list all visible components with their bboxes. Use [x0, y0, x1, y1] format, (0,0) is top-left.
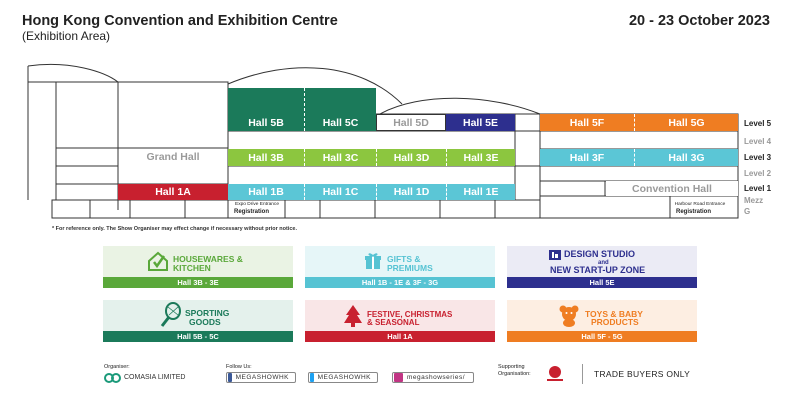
- expo-drive-entrance-label: Expo Drive Entrance: [235, 202, 279, 207]
- hall-1d[interactable]: Hall 1D: [376, 184, 446, 200]
- footer-divider: [582, 364, 583, 384]
- comasia-logo-icon: [104, 373, 122, 383]
- category-toys[interactable]: [507, 300, 697, 342]
- harbour-road-entrance-label: Harbour Road Entrance: [674, 202, 726, 207]
- category-halls: Hall 5E: [507, 277, 697, 288]
- category-name-line1: HOUSEWARES &: [173, 254, 243, 264]
- category-name-line2: GOODS: [189, 317, 221, 327]
- event-date: 20 - 23 October 2023: [628, 13, 770, 29]
- tennis-racket-icon: [159, 302, 183, 328]
- supporting-label-2: Organisation:: [498, 371, 531, 377]
- level-5-label: Level 5: [744, 119, 772, 128]
- category-name-line2: KITCHEN: [173, 263, 211, 273]
- category-name-line1: FESTIVE, CHRISTMAS: [367, 310, 453, 319]
- category-name-line2: & SEASONAL: [367, 318, 420, 327]
- category-name-line2: PRODUCTS: [591, 317, 639, 327]
- trade-buyers-only: TRADE BUYERS ONLY: [594, 369, 691, 379]
- level-3-label: Level 3: [744, 153, 772, 162]
- mezz-label: Mezz: [744, 196, 764, 205]
- hall-1e[interactable]: Hall 1E: [446, 184, 515, 200]
- category-halls: Hall 1A: [305, 331, 495, 342]
- hall-5d[interactable]: Hall 5D: [376, 114, 446, 131]
- facebook-link[interactable]: [226, 372, 296, 383]
- twitter-icon: [310, 373, 314, 382]
- hktdc-logo-icon: [544, 364, 566, 382]
- category-halls: Hall 5B - 5C: [103, 331, 293, 342]
- teddy-bear-icon: [557, 303, 581, 327]
- category-name-mid: and: [598, 260, 609, 266]
- supporting-label: Supporting: [498, 364, 525, 370]
- hall-3f[interactable]: Hall 3F: [540, 149, 634, 166]
- category-halls: Hall 3B - 3E: [103, 277, 293, 288]
- category-name-line2: PREMIUMS: [387, 263, 433, 273]
- level-1-label: Level 1: [744, 184, 772, 193]
- category-name-line1: TOYS & BABY: [585, 309, 643, 319]
- twitter-link[interactable]: [308, 372, 378, 383]
- hall-3g[interactable]: Hall 3G: [634, 149, 738, 166]
- category-name-line1: SPORTING: [185, 308, 230, 318]
- hall-5b[interactable]: Hall 5B: [228, 88, 304, 131]
- design-studio-logo-icon: [549, 250, 561, 260]
- linkedin-icon: [394, 373, 403, 382]
- organiser-name: COMASIA LIMITED: [124, 374, 186, 381]
- twitter-handle: MEGASHOWHK: [317, 374, 371, 381]
- hall-3c[interactable]: Hall 3C: [304, 149, 376, 166]
- category-halls: Hall 5F - 5G: [507, 331, 697, 342]
- category-name-line1: GIFTS &: [387, 254, 421, 264]
- venue-subtitle: (Exhibition Area): [22, 29, 111, 43]
- category-design-studio[interactable]: [507, 246, 697, 288]
- hall-5g[interactable]: Hall 5G: [634, 114, 738, 131]
- category-festive[interactable]: [305, 300, 495, 342]
- follow-us-label: Follow Us:: [226, 364, 252, 370]
- hall-3d[interactable]: Hall 3D: [376, 149, 446, 166]
- harbour-registration-label: Registration: [676, 209, 712, 215]
- hall-5c[interactable]: Hall 5C: [304, 88, 376, 131]
- category-sporting[interactable]: [103, 300, 293, 342]
- hall-1b[interactable]: Hall 1B: [228, 184, 304, 200]
- g-label: G: [744, 207, 751, 216]
- hall-3b[interactable]: Hall 3B: [228, 149, 304, 166]
- hall-3e[interactable]: Hall 3E: [446, 149, 515, 166]
- category-halls: Hall 1B - 1E & 3F - 3G: [305, 277, 495, 288]
- convention-hall[interactable]: Convention Hall: [606, 181, 738, 196]
- house-check-icon: [147, 250, 169, 272]
- hall-5e[interactable]: Hall 5E: [446, 114, 515, 131]
- disclaimer-note: * For reference only. The Show Organiser may effect change if necessary without prior notice.: [52, 226, 298, 232]
- hall-5f[interactable]: Hall 5F: [540, 114, 634, 131]
- level-4-label: Level 4: [744, 137, 772, 146]
- linkedin-link[interactable]: [392, 372, 474, 383]
- gift-icon: [363, 251, 383, 271]
- category-name-line2: NEW START-UP ZONE: [550, 265, 646, 275]
- facebook-icon: [228, 373, 232, 382]
- organiser-label: Organiser:: [104, 364, 130, 370]
- category-name-line1: DESIGN STUDIO: [564, 249, 636, 259]
- expo-registration-label: Registration: [234, 209, 270, 215]
- category-housewares[interactable]: [103, 246, 293, 288]
- facebook-handle: MEGASHOWHK: [235, 374, 289, 381]
- venue-title: Hong Kong Convention and Exhibition Centre: [22, 13, 338, 29]
- hall-1a[interactable]: Hall 1A: [118, 184, 228, 200]
- hall-1c[interactable]: Hall 1C: [304, 184, 376, 200]
- grand-hall[interactable]: Grand Hall: [120, 149, 226, 165]
- linkedin-handle: megashowseries/: [407, 374, 466, 381]
- category-gifts[interactable]: [305, 246, 495, 288]
- christmas-tree-icon: [343, 303, 363, 329]
- level-2-label: Level 2: [744, 169, 772, 178]
